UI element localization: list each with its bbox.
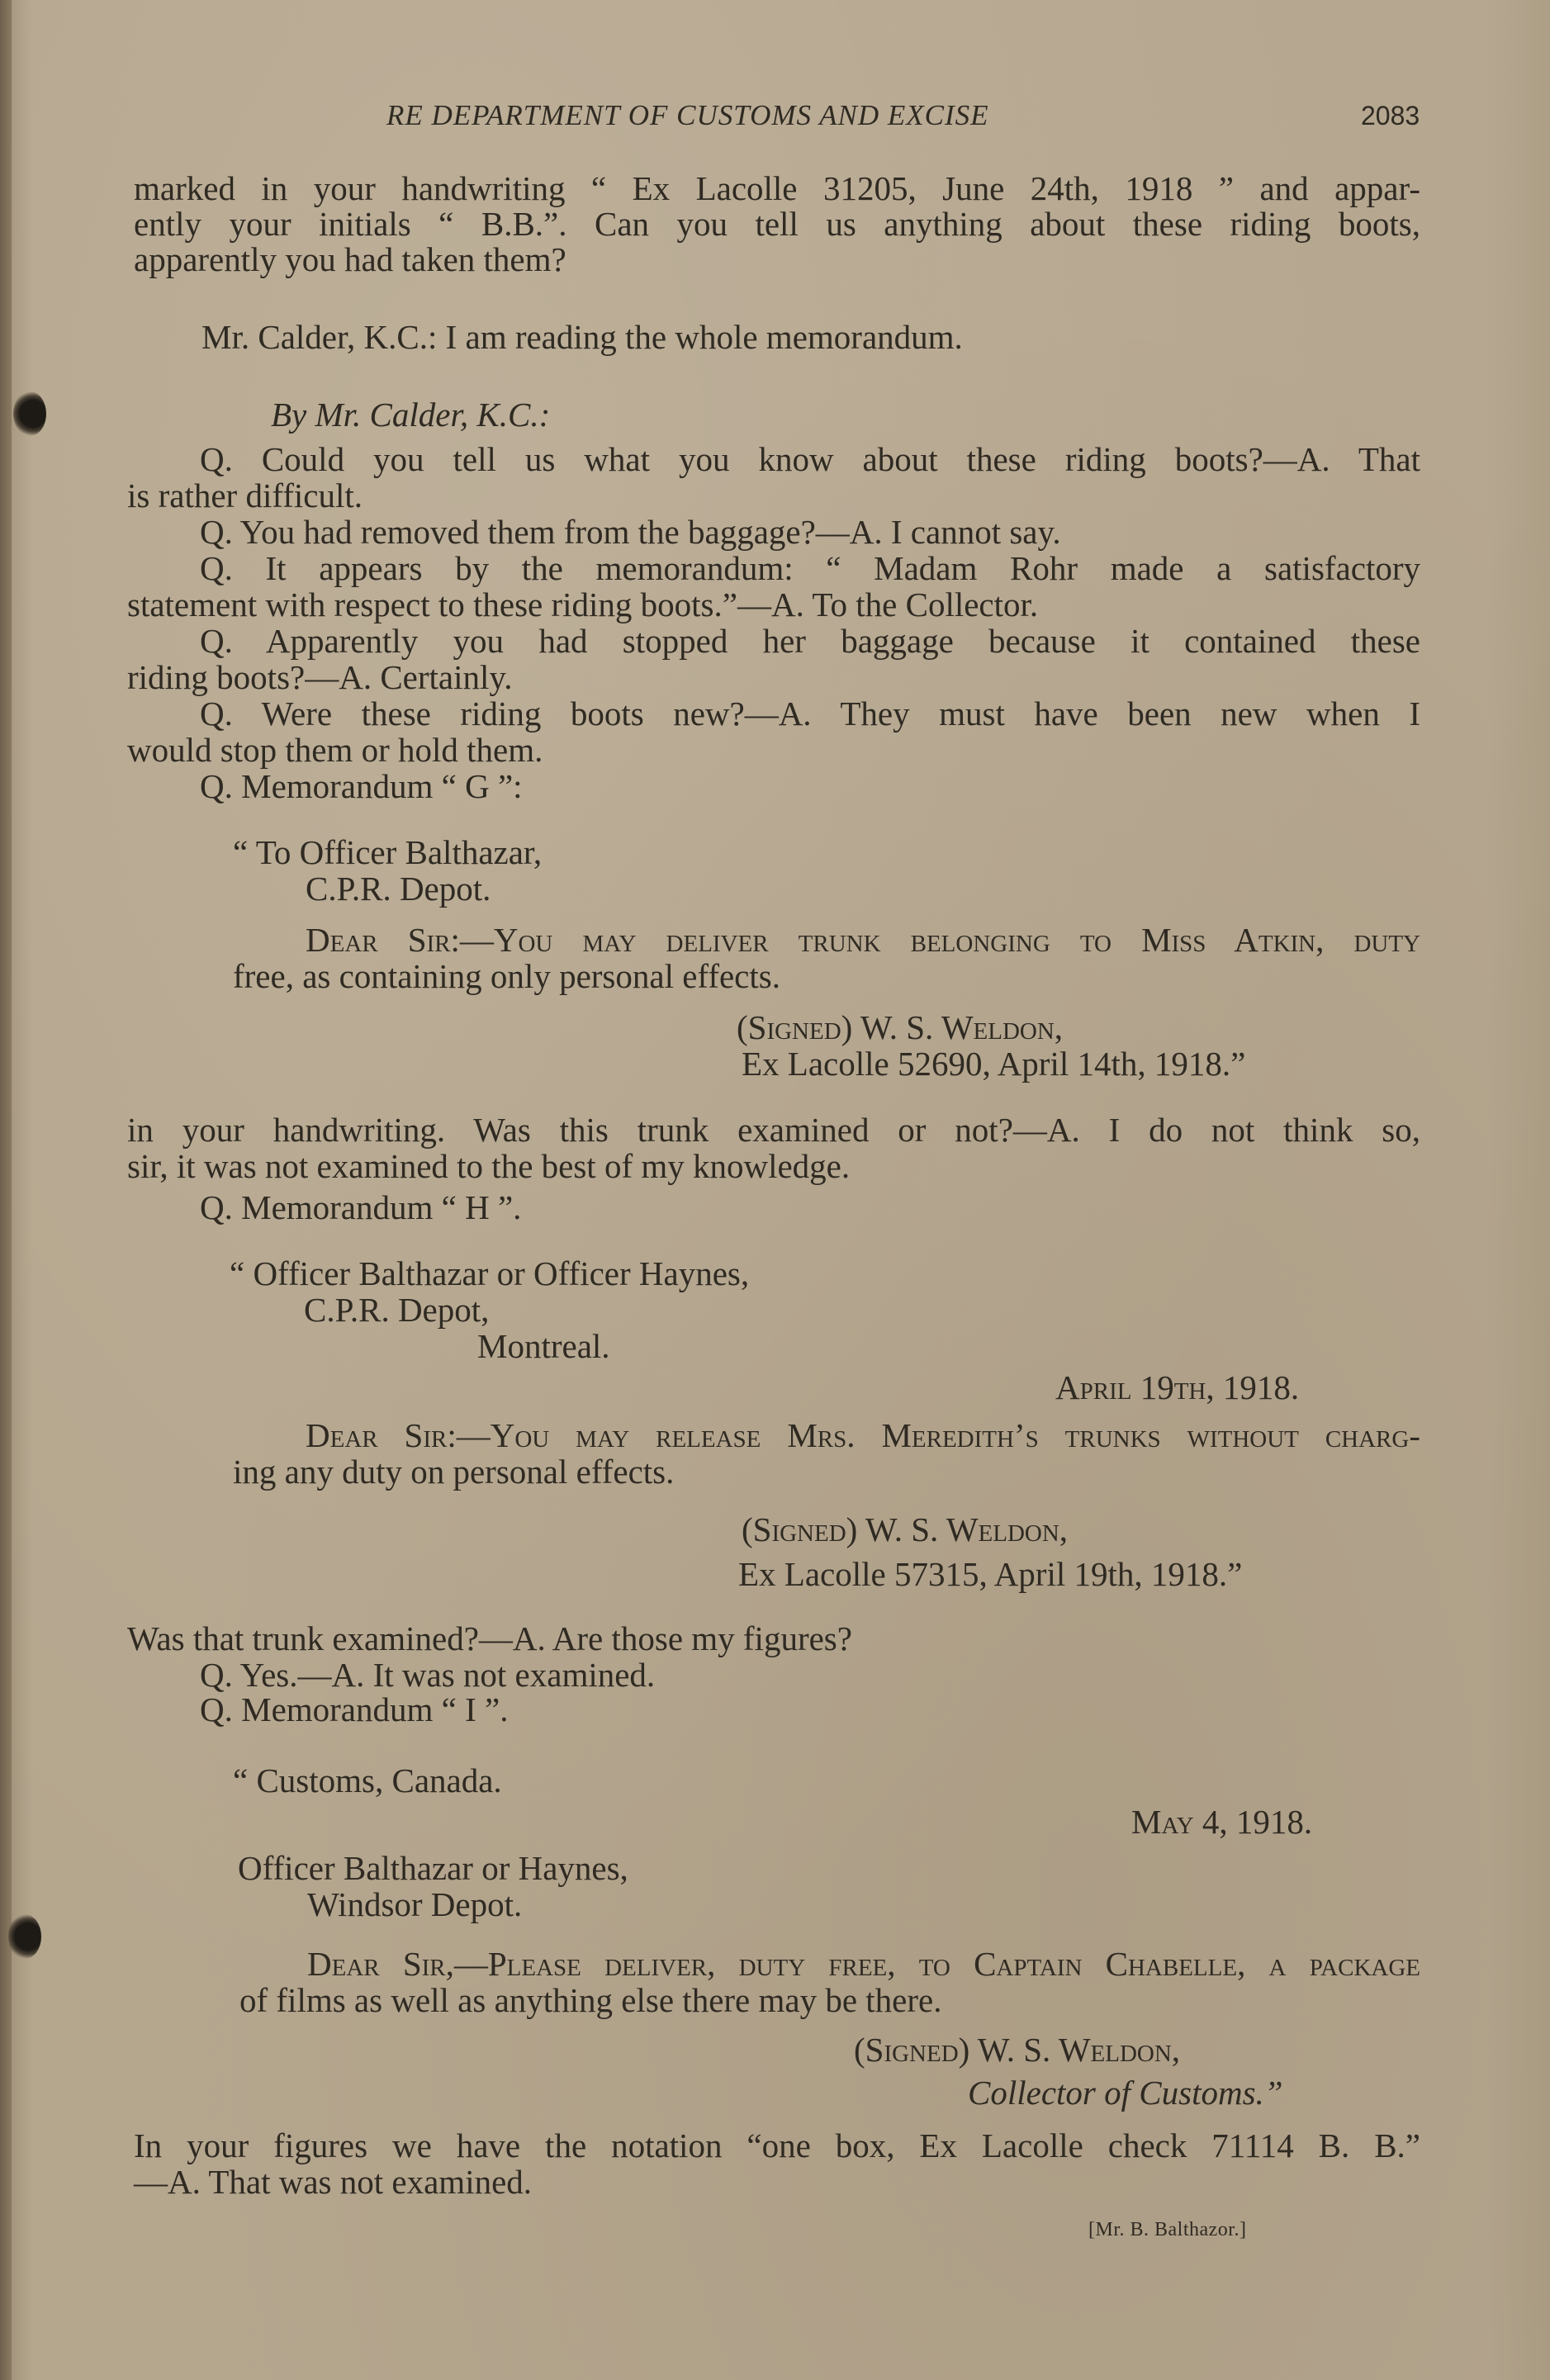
memo-signature: (Signed) W. S. Weldon, [854,2031,1181,2069]
memo-body: Dear Sir,—Please deliver, duty free, to Captain Chabelle, a package [307,1945,1420,1983]
memo-body: ing any duty on personal effects. [233,1453,675,1491]
text-line: ently your initials “ B.B.”. Can you tell us anything about these riding boots, [134,205,1420,243]
memo-reference: Ex Lacolle 52690, April 14th, 1918.” [742,1045,1246,1083]
question-line: Q. It appears by the memorandum: “ Madam Rohr made a satisfactory [200,549,1420,587]
running-title: RE DEPARTMENT OF CUSTOMS AND EXCISE [386,99,989,131]
text-line: —A. That was not examined. [134,2163,533,2201]
memo-address: “ Customs, Canada. [233,1761,502,1799]
text-line: is rather difficult. [127,476,363,514]
text-line: would stop them or hold them. [127,731,543,769]
text-line: Was that trunk examined?—A. Are those my figures? [127,1619,852,1657]
memo-body: Dear Sir:—You may release Mrs. Meredith’s trunks without charg- [306,1416,1420,1454]
text-line: sir, it was not examined to the best of my knowledge. [127,1147,851,1185]
question-line: Q. Yes.—A. It was not examined. [200,1656,656,1694]
question-line: Q. Memorandum “ I ”. [200,1690,509,1728]
question-line: Q. You had removed them from the baggage?—A. I cannot say. [200,513,1061,551]
page-number: 2083 [1361,101,1420,130]
speaker-line: Mr. Calder, K.C.: I am reading the whole memorandum. [201,318,963,356]
memo-address: C.P.R. Depot, [304,1291,490,1329]
memo-address: “ Officer Balthazar or Officer Haynes, [230,1254,750,1292]
text-line: riding boots?—A. Certainly. [127,658,513,696]
binding-hole-bottom [8,1914,41,1959]
memo-address: Windsor Depot. [307,1885,523,1923]
question-line: Q. Memorandum “ G ”: [200,767,523,805]
memo-address: Montreal. [477,1327,610,1365]
memo-reference: Ex Lacolle 57315, April 19th, 1918.” [738,1555,1243,1593]
text-line: in your handwriting. Was this trunk examined or not?—A. I do not think so, [127,1111,1420,1149]
page-binding-edge [0,0,12,2380]
memo-signature-title: Collector of Customs.” [968,2074,1283,2112]
memo-date: May 4, 1918. [1131,1803,1313,1841]
memo-body: of films as well as anything else there may be there. [239,1981,942,2019]
memo-address: C.P.R. Depot. [306,870,491,908]
text-line: marked in your handwriting “ Ex Lacolle 31205, June 24th, 1918 ” and appar- [134,169,1420,207]
text-line: statement with respect to these riding boots.”—A. To the Collector. [127,586,1039,623]
question-line: Q. Were these riding boots new?—A. They must have been new when I [200,695,1420,732]
binding-hole-top [13,391,46,436]
memo-body: Dear Sir:—You may deliver trunk belonging to Miss Atkin, duty [306,921,1420,959]
text-line: In your figures we have the notation “one box, Ex Lacolle check 71114 B. B.” [134,2126,1420,2164]
question-line: Q. Apparently you had stopped her baggage because it contained these [200,622,1420,660]
memo-address: “ To Officer Balthazar, [233,833,543,871]
question-line: Q. Could you tell us what you know about these riding boots?—A. That [200,440,1420,478]
witness-attribution: [Mr. B. Balthazor.] [1088,2219,1247,2240]
text-line: apparently you had taken them? [134,240,566,278]
question-line: Q. Memorandum “ H ”. [200,1188,522,1226]
memo-body: free, as containing only personal effects. [233,957,780,995]
memo-address: Officer Balthazar or Haynes, [238,1849,628,1887]
examination-heading: By Mr. Calder, K.C.: [271,396,551,434]
memo-signature: (Signed) W. S. Weldon, [742,1510,1069,1548]
memo-signature: (Signed) W. S. Weldon, [737,1008,1064,1046]
memo-date: April 19th, 1918. [1055,1368,1300,1406]
